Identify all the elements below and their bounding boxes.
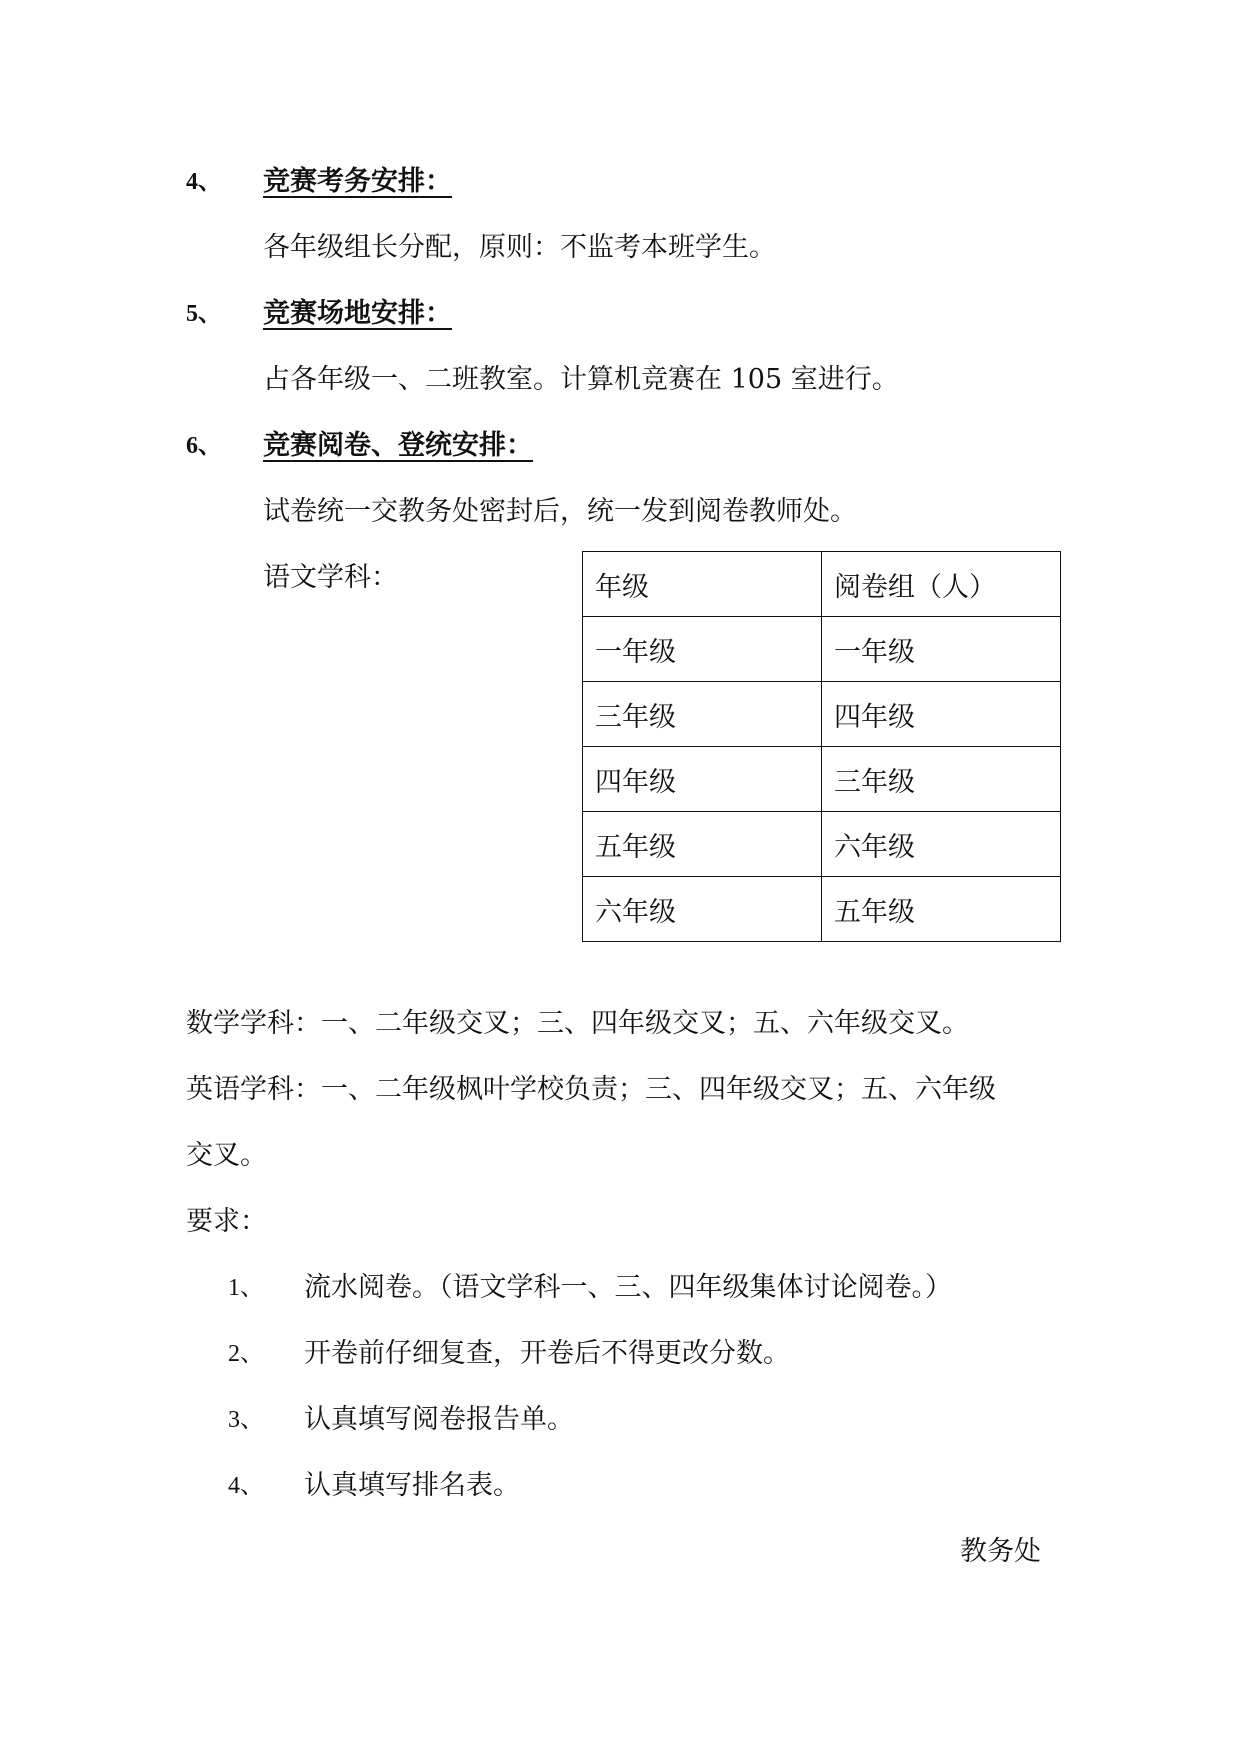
table-header-row xyxy=(583,552,1061,617)
table-cell: 四年级 xyxy=(822,682,1061,747)
section-body: 试卷统一交教务处密封后，统一发到阅卷教师处。 xyxy=(263,496,857,527)
table-header-cell: 阅卷组（人） xyxy=(822,552,1061,617)
table-row xyxy=(583,747,1061,812)
chinese-subject-label: 语文学科： xyxy=(263,562,398,593)
section-body: 各年级组长分配，原则：不监考本班学生。 xyxy=(263,232,776,263)
section-number: 4、 xyxy=(186,169,222,195)
section-body: 占各年级一、二班教室。计算机竞赛在 105 室进行。 xyxy=(263,364,899,395)
table-row xyxy=(583,682,1061,747)
section-number: 5、 xyxy=(186,301,222,327)
requirement-text: 认真填写排名表。 xyxy=(304,1470,520,1501)
table-cell: 五年级 xyxy=(822,877,1061,942)
table-cell: 六年级 xyxy=(822,812,1061,877)
table-cell: 五年级 xyxy=(583,812,822,877)
section-heading: 竞赛考务安排： xyxy=(263,166,452,197)
requirement-text: 流水阅卷。（语文学科一、三、四年级集体讨论阅卷。） xyxy=(304,1272,952,1303)
grading-assignment-table xyxy=(582,551,1061,942)
table-cell: 四年级 xyxy=(583,747,822,812)
requirement-text: 认真填写阅卷报告单。 xyxy=(304,1404,574,1435)
table-row xyxy=(583,877,1061,942)
requirement-number: 4、 xyxy=(228,1473,264,1499)
table-cell: 三年级 xyxy=(822,747,1061,812)
english-subject-line: 英语学科：一、二年级枫叶学校负责；三、四年级交叉；五、六年级 xyxy=(186,1074,996,1105)
table-row xyxy=(583,812,1061,877)
requirement-text: 开卷前仔细复查，开卷后不得更改分数。 xyxy=(304,1338,790,1369)
table-row xyxy=(583,617,1061,682)
english-subject-line-continued: 交叉。 xyxy=(186,1140,267,1171)
signature: 教务处 xyxy=(960,1536,1041,1567)
section-heading: 竞赛场地安排： xyxy=(263,298,452,329)
requirement-number: 1、 xyxy=(228,1275,264,1301)
section-heading: 竞赛阅卷、登统安排： xyxy=(263,430,533,461)
table-cell: 六年级 xyxy=(583,877,822,942)
section-number: 6、 xyxy=(186,433,222,459)
math-subject-line: 数学学科：一、二年级交叉；三、四年级交叉；五、六年级交叉。 xyxy=(186,1008,969,1039)
requirement-number: 3、 xyxy=(228,1407,264,1433)
table-header-cell: 年级 xyxy=(583,552,822,617)
table-cell: 一年级 xyxy=(822,617,1061,682)
requirements-label: 要求： xyxy=(186,1206,267,1237)
requirement-number: 2、 xyxy=(228,1341,264,1367)
table-cell: 一年级 xyxy=(583,617,822,682)
table-cell: 三年级 xyxy=(583,682,822,747)
